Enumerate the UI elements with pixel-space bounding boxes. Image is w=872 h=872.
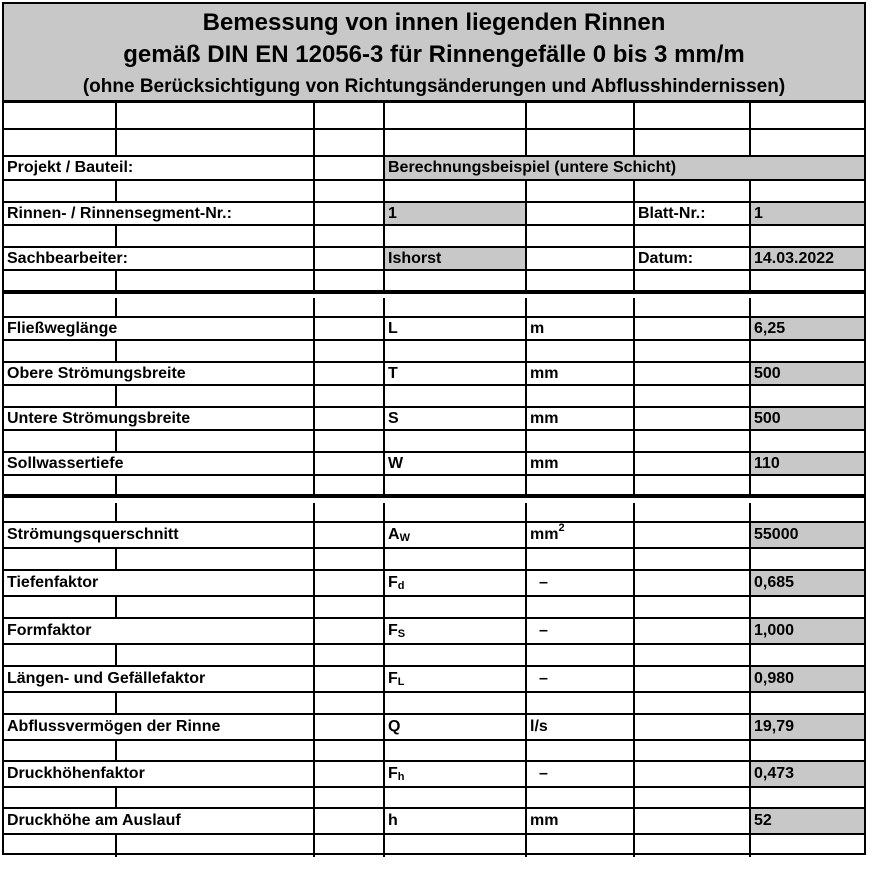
table-row <box>4 341 864 363</box>
parameter-unit <box>527 453 635 474</box>
empty-cell <box>315 503 385 521</box>
empty-cell <box>117 226 315 246</box>
empty-cell <box>315 248 385 269</box>
empty-cell <box>117 476 315 494</box>
parameter-value[interactable]: 500 <box>751 408 864 429</box>
parameter-value[interactable]: 19,79 <box>751 715 864 739</box>
empty-cell <box>527 130 635 155</box>
table-row <box>4 271 864 294</box>
parameter-label: Sollwassertiefe <box>4 453 315 474</box>
parameter-symbol <box>385 453 527 474</box>
parameter-value[interactable]: 110 <box>751 453 864 474</box>
empty-cell <box>527 298 635 316</box>
empty-cell <box>315 667 385 691</box>
empty-cell <box>4 645 117 665</box>
table-row <box>4 741 864 762</box>
parameter-label: Druckhöhenfaktor <box>4 762 315 786</box>
parameter-label: Längen- und Gefällefaktor <box>4 667 315 691</box>
empty-cell <box>315 203 385 224</box>
segment-label: Rinnen- / Rinnensegment-Nr.: <box>4 203 315 224</box>
empty-cell <box>385 181 527 201</box>
unit-main: mm <box>530 526 559 543</box>
empty-cell <box>527 476 635 494</box>
empty-cell <box>385 597 527 617</box>
table-row <box>4 408 864 431</box>
empty-cell <box>315 835 385 857</box>
empty-cell <box>385 549 527 569</box>
empty-cell <box>4 693 117 713</box>
empty-cell <box>635 571 751 595</box>
empty-cell <box>315 103 385 128</box>
empty-cell <box>385 741 527 760</box>
parameter-value[interactable]: 55000 <box>751 523 864 547</box>
empty-cell <box>635 341 751 361</box>
unit-main: – <box>539 670 548 687</box>
empty-cell <box>635 103 751 128</box>
empty-cell <box>315 523 385 547</box>
empty-cell <box>4 103 117 128</box>
empty-cell <box>751 130 864 155</box>
table-row <box>4 318 864 341</box>
empty-cell <box>751 298 864 316</box>
table-row <box>4 157 864 181</box>
project-label: Projekt / Bauteil: <box>4 157 315 179</box>
table-row <box>4 226 864 248</box>
table-row <box>4 835 864 857</box>
unit-main: mm <box>530 454 559 472</box>
parameter-symbol <box>385 318 527 339</box>
empty-cell <box>117 741 315 760</box>
empty-cell <box>117 503 315 521</box>
empty-cell <box>751 476 864 494</box>
parameter-unit <box>527 619 635 643</box>
empty-cell <box>315 181 385 201</box>
empty-cell <box>751 271 864 290</box>
symbol-main: W <box>388 454 404 472</box>
empty-cell <box>315 715 385 739</box>
empty-cell <box>4 741 117 760</box>
empty-cell <box>315 788 385 807</box>
parameter-label: Fließweglänge <box>4 318 315 339</box>
empty-cell <box>4 386 117 406</box>
empty-cell <box>315 453 385 474</box>
unit-main: l/s <box>530 718 548 735</box>
parameter-value[interactable]: 6,25 <box>751 318 864 339</box>
empty-cell <box>527 103 635 128</box>
parameter-symbol <box>385 619 527 643</box>
empty-cell <box>117 386 315 406</box>
symbol-main: T <box>388 364 398 382</box>
empty-cell <box>635 453 751 474</box>
empty-cell <box>385 431 527 451</box>
empty-cell <box>527 341 635 361</box>
empty-cell <box>117 788 315 807</box>
empty-cell <box>751 503 864 521</box>
table-row <box>4 503 864 523</box>
unit-main: mm <box>530 409 559 427</box>
unit-main: mm <box>530 364 559 382</box>
empty-cell <box>385 226 527 246</box>
symbol-main: F <box>388 574 398 591</box>
unit-main: – <box>539 574 548 591</box>
empty-cell <box>385 476 527 494</box>
symbol-main: F <box>388 765 398 782</box>
empty-cell <box>4 788 117 807</box>
empty-cell <box>527 203 635 224</box>
parameter-label: Druckhöhe am Auslauf <box>4 809 315 833</box>
empty-cell <box>635 741 751 760</box>
table-row <box>4 386 864 408</box>
parameter-unit <box>527 809 635 833</box>
table-row <box>4 203 864 226</box>
parameter-symbol <box>385 363 527 384</box>
empty-cell <box>385 103 527 128</box>
empty-cell <box>527 549 635 569</box>
table-row <box>4 103 864 130</box>
table-row <box>4 298 864 318</box>
empty-cell <box>751 431 864 451</box>
empty-cell <box>315 386 385 406</box>
empty-cell <box>385 130 527 155</box>
table-row <box>4 571 864 597</box>
empty-cell <box>635 619 751 643</box>
empty-cell <box>315 762 385 786</box>
symbol-main: F <box>388 622 398 639</box>
table-row <box>4 667 864 693</box>
parameter-symbol <box>385 809 527 833</box>
empty-cell <box>751 597 864 617</box>
table-row <box>4 693 864 715</box>
table-row <box>4 549 864 571</box>
unit-main: m <box>530 319 545 337</box>
empty-cell <box>315 271 385 290</box>
title-line-1: Bemessung von innen liegenden Rinnen <box>202 9 666 36</box>
parameter-symbol <box>385 715 527 739</box>
empty-cell <box>635 476 751 494</box>
empty-cell <box>315 157 385 179</box>
empty-cell <box>385 645 527 665</box>
empty-cell <box>385 341 527 361</box>
clerk-value[interactable]: Ishorst <box>385 248 527 269</box>
empty-cell <box>751 835 864 857</box>
empty-cell <box>117 835 315 857</box>
empty-cell <box>527 248 635 269</box>
empty-cell <box>4 431 117 451</box>
empty-cell <box>385 298 527 316</box>
empty-cell <box>385 503 527 521</box>
empty-cell <box>315 408 385 429</box>
symbol-main: F <box>388 670 398 687</box>
empty-cell <box>635 363 751 384</box>
empty-cell <box>315 318 385 339</box>
parameter-unit <box>527 408 635 429</box>
parameter-unit <box>527 318 635 339</box>
empty-cell <box>751 226 864 246</box>
parameter-value[interactable]: 0,473 <box>751 762 864 786</box>
empty-cell <box>751 741 864 760</box>
date-value[interactable]: 14.03.2022 <box>751 248 864 269</box>
empty-cell <box>315 549 385 569</box>
empty-cell <box>315 693 385 713</box>
empty-cell <box>117 431 315 451</box>
empty-cell <box>751 549 864 569</box>
table-row <box>4 181 864 203</box>
empty-cell <box>117 645 315 665</box>
parameter-symbol <box>385 523 527 547</box>
unit-main: – <box>539 765 548 782</box>
empty-cell <box>315 809 385 833</box>
parameter-value[interactable]: 0,980 <box>751 667 864 691</box>
symbol-main: S <box>388 409 399 427</box>
empty-cell <box>527 835 635 857</box>
table-row <box>4 130 864 157</box>
empty-cell <box>385 271 527 290</box>
symbol-subscript: W <box>399 531 410 544</box>
empty-cell <box>751 788 864 807</box>
empty-cell <box>527 693 635 713</box>
empty-cell <box>4 503 117 521</box>
empty-cell <box>315 476 385 494</box>
symbol-subscript: d <box>397 579 405 592</box>
parameter-unit <box>527 523 635 547</box>
parameter-value[interactable]: 500 <box>751 363 864 384</box>
table-row <box>4 248 864 271</box>
empty-cell <box>635 809 751 833</box>
empty-cell <box>315 363 385 384</box>
table-row <box>4 715 864 741</box>
empty-cell <box>635 693 751 713</box>
empty-cell <box>751 181 864 201</box>
table-row <box>4 363 864 386</box>
empty-cell <box>315 619 385 643</box>
table-row <box>4 762 864 788</box>
empty-cell <box>4 298 117 316</box>
empty-cell <box>635 431 751 451</box>
empty-cell <box>635 788 751 807</box>
parameter-value[interactable]: 1,000 <box>751 619 864 643</box>
symbol-main: L <box>388 319 398 337</box>
parameter-unit <box>527 667 635 691</box>
empty-cell <box>315 298 385 316</box>
empty-cell <box>527 597 635 617</box>
parameter-symbol <box>385 667 527 691</box>
empty-cell <box>635 408 751 429</box>
empty-cell <box>117 298 315 316</box>
parameter-label: Formfaktor <box>4 619 315 643</box>
empty-cell <box>4 549 117 569</box>
table-row <box>4 645 864 667</box>
empty-cell <box>4 226 117 246</box>
empty-cell <box>315 571 385 595</box>
empty-cell <box>117 549 315 569</box>
empty-cell <box>635 503 751 521</box>
empty-cell <box>751 693 864 713</box>
empty-cell <box>635 645 751 665</box>
table-row <box>4 523 864 549</box>
empty-cell <box>117 130 315 155</box>
unit-main: mm <box>530 812 559 829</box>
parameter-unit <box>527 762 635 786</box>
empty-cell <box>315 431 385 451</box>
empty-cell <box>751 103 864 128</box>
empty-cell <box>385 386 527 406</box>
parameter-value[interactable]: 52 <box>751 809 864 833</box>
empty-cell <box>4 341 117 361</box>
unit-main: – <box>539 622 548 639</box>
symbol-main: h <box>388 812 398 829</box>
empty-cell <box>751 645 864 665</box>
empty-cell <box>527 271 635 290</box>
empty-cell <box>635 597 751 617</box>
parameter-label: Strömungsquerschnitt <box>4 523 315 547</box>
table-row <box>4 431 864 453</box>
parameter-label: Obere Strömungsbreite <box>4 363 315 384</box>
symbol-subscript: S <box>397 627 406 640</box>
parameter-value[interactable]: 0,685 <box>751 571 864 595</box>
clerk-label: Sachbearbeiter: <box>4 248 315 269</box>
calculation-sheet <box>2 2 866 855</box>
empty-cell <box>635 181 751 201</box>
title-line-2: gemäß DIN EN 12056-3 für Rinnengefälle 0 bis 3 mm/m <box>123 41 745 68</box>
empty-cell <box>527 741 635 760</box>
symbol-main: A <box>388 526 400 543</box>
table-row <box>4 619 864 645</box>
empty-cell <box>117 103 315 128</box>
empty-cell <box>117 693 315 713</box>
empty-cell <box>315 741 385 760</box>
parameter-symbol <box>385 408 527 429</box>
empty-cell <box>751 341 864 361</box>
empty-cell <box>4 835 117 857</box>
empty-cell <box>385 788 527 807</box>
empty-cell <box>4 271 117 290</box>
date-label: Datum: <box>635 248 751 269</box>
empty-cell <box>4 597 117 617</box>
table-row <box>4 476 864 498</box>
empty-cell <box>315 226 385 246</box>
empty-cell <box>4 181 117 201</box>
empty-cell <box>4 476 117 494</box>
empty-cell <box>4 130 117 155</box>
empty-cell <box>635 130 751 155</box>
symbol-subscript: L <box>397 675 405 688</box>
empty-cell <box>635 318 751 339</box>
empty-cell <box>527 386 635 406</box>
empty-cell <box>751 386 864 406</box>
symbol-main: Q <box>388 718 401 735</box>
table-row <box>4 788 864 809</box>
table-row <box>4 597 864 619</box>
empty-cell <box>117 271 315 290</box>
symbol-subscript: h <box>397 770 405 783</box>
empty-cell <box>117 181 315 201</box>
empty-cell <box>527 226 635 246</box>
table-row <box>4 453 864 476</box>
parameter-label: Untere Strömungsbreite <box>4 408 315 429</box>
empty-cell <box>635 271 751 290</box>
parameter-unit <box>527 715 635 739</box>
parameter-unit <box>527 363 635 384</box>
parameter-symbol <box>385 762 527 786</box>
empty-cell <box>635 549 751 569</box>
empty-cell <box>527 503 635 521</box>
sheet-label: Blatt-Nr.: <box>635 203 751 224</box>
empty-cell <box>385 693 527 713</box>
empty-cell <box>117 341 315 361</box>
empty-cell <box>315 130 385 155</box>
project-value[interactable]: Berechnungsbeispiel (untere Schicht) <box>385 157 864 179</box>
empty-cell <box>635 226 751 246</box>
empty-cell <box>527 788 635 807</box>
empty-cell <box>315 645 385 665</box>
empty-cell <box>635 298 751 316</box>
sheet-header <box>4 4 864 103</box>
segment-value[interactable]: 1 <box>385 203 527 224</box>
parameter-label: Abflussvermögen der Rinne <box>4 715 315 739</box>
empty-cell <box>635 523 751 547</box>
empty-cell <box>315 597 385 617</box>
unit-superscript: 2 <box>558 522 565 534</box>
parameter-unit <box>527 571 635 595</box>
parameter-label: Tiefenfaktor <box>4 571 315 595</box>
empty-cell <box>117 597 315 617</box>
empty-cell <box>635 835 751 857</box>
parameter-symbol <box>385 571 527 595</box>
table-row <box>4 809 864 835</box>
title-line-3: (ohne Berücksichtigung von Richtungsänderungen und Abflusshindernissen) <box>82 76 786 97</box>
empty-cell <box>635 386 751 406</box>
empty-cell <box>385 835 527 857</box>
empty-cell <box>527 431 635 451</box>
empty-cell <box>635 715 751 739</box>
empty-cell <box>527 181 635 201</box>
empty-cell <box>527 645 635 665</box>
empty-cell <box>315 341 385 361</box>
empty-cell <box>635 667 751 691</box>
empty-cell <box>635 762 751 786</box>
sheet-value[interactable]: 1 <box>751 203 864 224</box>
